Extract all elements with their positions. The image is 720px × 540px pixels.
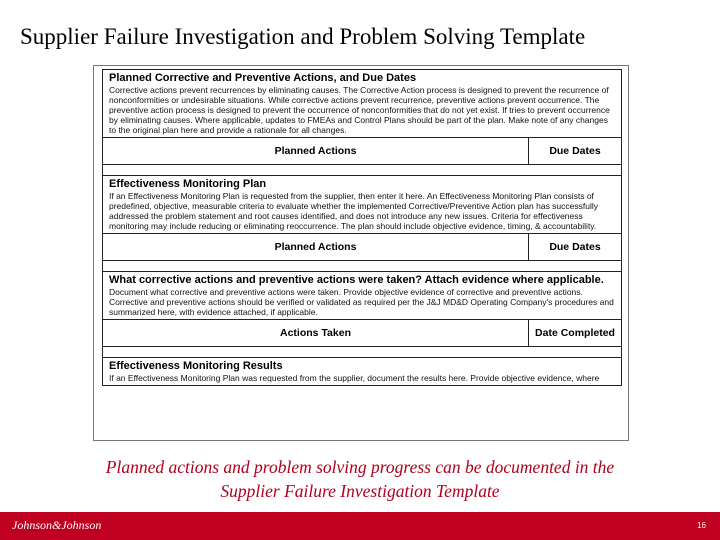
actions-taken-header: Actions Taken — [103, 320, 529, 346]
table-header-row — [103, 137, 621, 164]
slide-title: Supplier Failure Investigation and Problem Solving Template — [20, 24, 586, 49]
effectiveness-results-section — [102, 357, 622, 386]
section-title: Planned Corrective and Preventive Actions, and Due Dates — [109, 72, 417, 84]
table-header-row — [103, 319, 621, 346]
template-form-image — [93, 65, 629, 441]
footer-bar — [0, 512, 720, 540]
caption-line-2: Supplier Failure Investigation Template — [220, 481, 500, 501]
section-description: If an Effectiveness Monitoring Plan was requested from the supplier, document the results here. Provide objective evidence, where — [109, 373, 600, 383]
effectiveness-plan-section — [102, 175, 622, 261]
spacer — [102, 347, 622, 357]
section-description: If an Effectiveness Monitoring Plan is requested from the supplier, then enter it here. An Effectiveness Monitoring Plan consists of predefined, objective, measurable criteria to evaluate whether the implemented Corrective/Preventive Action plan has successfully addressed the problem statement and root causes identified, and does not introduce any new issues. Criteria for effectiveness monitoring may include reducing or eliminating reoccurrence. The plan should include objective evidence, timing, & accountability. — [109, 191, 599, 231]
actions-taken-section — [102, 271, 622, 347]
section-description: Corrective actions prevent recurrences by eliminating causes. The Corrective Action process is designed to prevent the recurrence of nonconformities or undesirable situations. While corrective actions prevent recurrence, preventive actions prevent occurrence. The preventive action process is designed to prevent the occurrence of nonconformities that do not yet exist. If tries to prevent occurrence by eliminating causes. Where applicable, updates to FMEAs and Control Plans should be part of the plan. Make note of any changes to the original plan here and provide a rationale for all changes. — [109, 85, 610, 135]
section-description: Document what corrective and preventive actions were taken. Provide objective evidence of corrective and preventive actions. Corrective and preventive actions should be verified or validated as required per the J&J MD&D Operating Company's procedures and summarized here, with evidence attached, if applicable. — [109, 287, 614, 317]
page-number: 16 — [697, 521, 706, 530]
caption-line-1: Planned actions and problem solving progress can be documented in the — [105, 457, 615, 477]
planned-actions-section — [102, 69, 622, 165]
company-logo: Johnson&Johnson — [12, 518, 102, 532]
spacer — [102, 261, 622, 271]
due-dates-header: Due Dates — [549, 145, 601, 157]
table-header-row — [103, 233, 621, 260]
section-title: What corrective actions and preventive actions were taken? Attach evidence where applicable. — [109, 274, 604, 286]
date-completed-header: Date Completed — [535, 327, 615, 339]
form-content — [102, 69, 622, 386]
planned-actions-header: Planned Actions — [103, 234, 529, 260]
due-dates-header: Due Dates — [549, 241, 601, 253]
section-title: Effectiveness Monitoring Results — [109, 360, 283, 372]
section-title: Effectiveness Monitoring Plan — [109, 178, 267, 190]
spacer — [102, 165, 622, 175]
slide-caption — [0, 455, 720, 503]
planned-actions-header: Planned Actions — [103, 138, 529, 164]
